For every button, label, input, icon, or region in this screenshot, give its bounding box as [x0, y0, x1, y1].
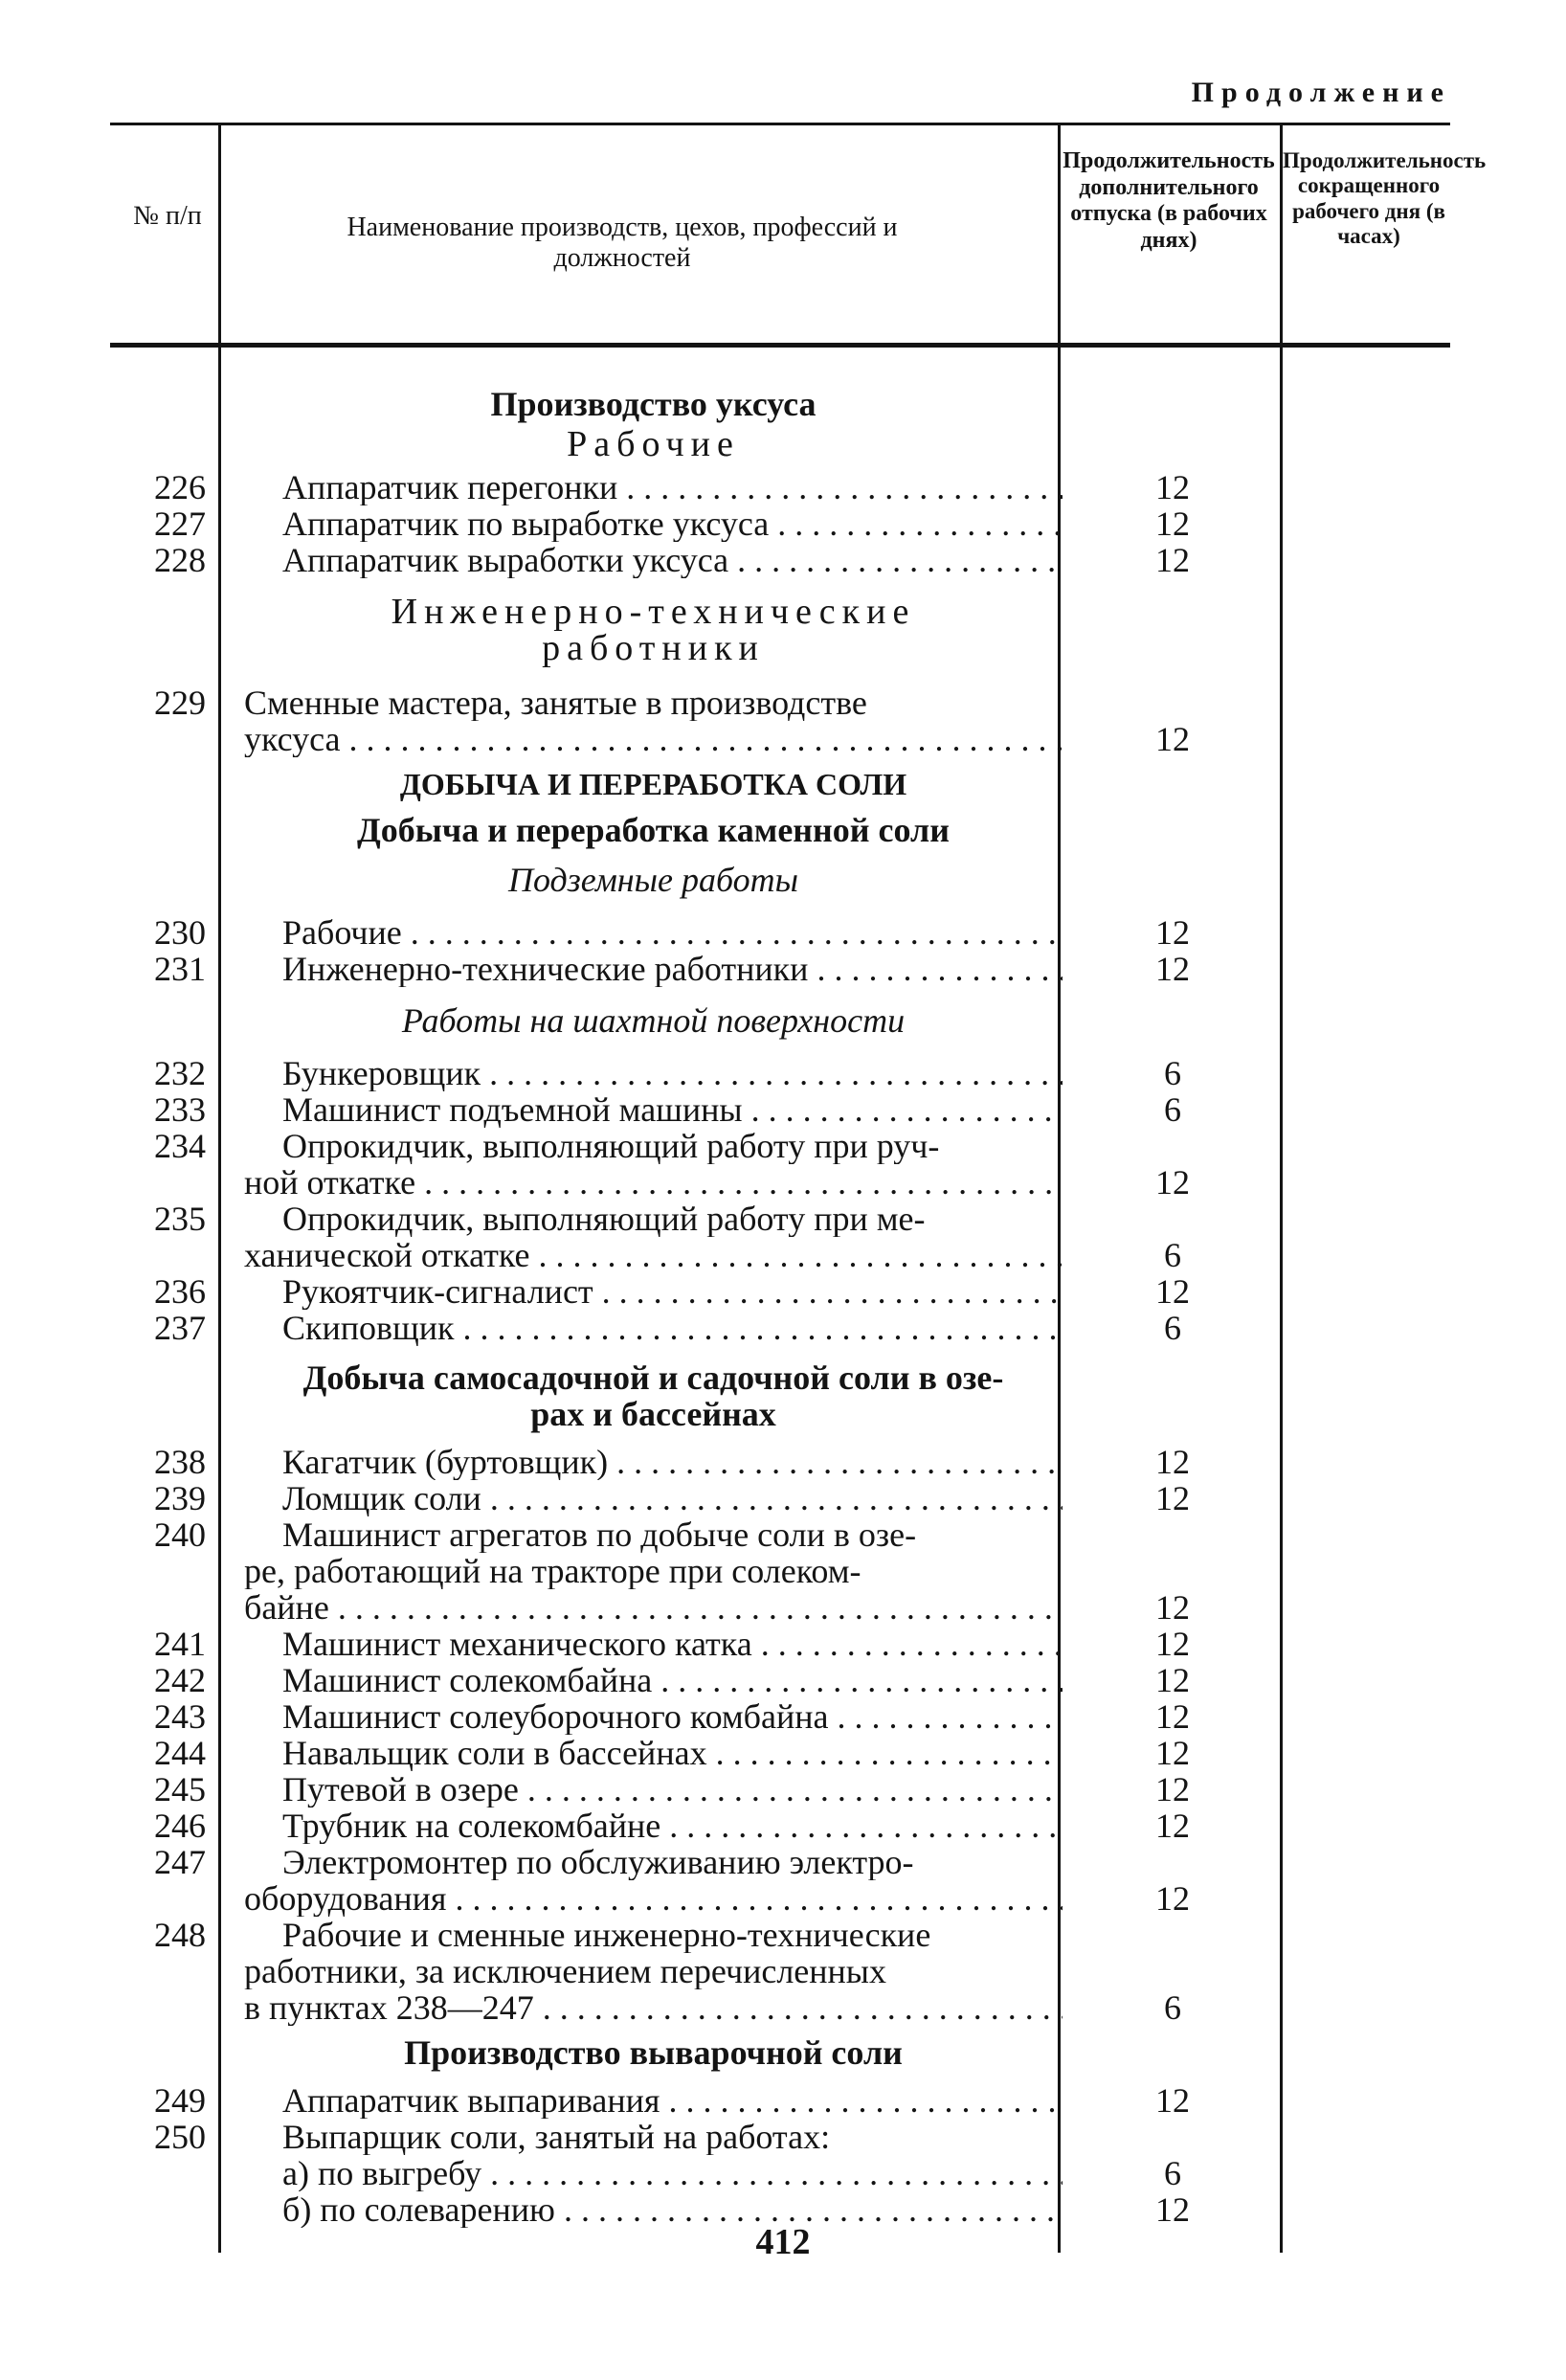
- row-days: 12: [1155, 1770, 1190, 1808]
- section-vinegar: Производство уксуса: [490, 385, 817, 423]
- row-days: 12: [1155, 541, 1190, 579]
- row-name: Трубник на солекомбайне . . .: [282, 1807, 1063, 1844]
- row-number: 248: [154, 1916, 206, 1954]
- row-number: 233: [154, 1090, 206, 1129]
- row-number: 229: [154, 684, 206, 722]
- subsection-lake-salt-cont: рах и бассейнах: [530, 1395, 776, 1433]
- row-name: Аппаратчик выработки уксуса . . .: [282, 542, 1063, 578]
- subsection-underground: Подземные работы: [507, 861, 799, 899]
- row-days: 12: [1155, 950, 1190, 988]
- row-days: 6: [1164, 2154, 1181, 2192]
- subsection-evaporated-salt: Производство выварочной соли: [404, 2033, 903, 2072]
- row-number: 238: [154, 1443, 206, 1481]
- row-days: 12: [1155, 720, 1190, 758]
- column-divider-1: [218, 123, 221, 2253]
- row-days: 12: [1155, 1697, 1190, 1736]
- header-vacation-duration: Продолжительность дополнительного отпуска (в рабочих днях): [1063, 148, 1275, 253]
- row-name-cont: работники, за исключением перечисленных: [244, 1953, 886, 1989]
- row-name: Бункеровщик . . .: [282, 1055, 1063, 1091]
- row-days: 12: [1155, 1879, 1190, 1918]
- subsection-surface: Работы на шахтной поверхности: [401, 1001, 906, 1040]
- continuation-label: Продолжение: [1191, 77, 1451, 108]
- row-number: 231: [154, 950, 206, 988]
- row-name: Аппаратчик по выработке уксуса . . .: [282, 505, 1063, 542]
- row-number: 230: [154, 913, 206, 952]
- row-days: 12: [1155, 468, 1190, 506]
- row-name: Ломщик соли . . .: [282, 1480, 1063, 1516]
- row-days: 12: [1155, 1807, 1190, 1845]
- row-number: 250: [154, 2118, 206, 2156]
- row-name: Рабочие . . .: [282, 914, 1063, 951]
- row-name: Сменные мастера, занятые в производстве: [244, 685, 867, 721]
- row-name: Скиповщик . . .: [282, 1310, 1063, 1346]
- row-days: 12: [1155, 1625, 1190, 1663]
- row-number: 246: [154, 1807, 206, 1845]
- row-name-cont: байне . . .: [244, 1589, 1063, 1626]
- header-short-day: Продолжительность сокращенного рабочего дня (в часах): [1283, 148, 1487, 249]
- row-number: 228: [154, 541, 206, 579]
- row-days: 12: [1155, 1479, 1190, 1517]
- row-days: 6: [1164, 1988, 1181, 2027]
- row-name: Инженерно-технические работники . . .: [282, 951, 1063, 987]
- row-days: 6: [1164, 1236, 1181, 1274]
- row-days: 12: [1155, 1661, 1190, 1699]
- header-number: № п/п: [133, 201, 202, 231]
- row-name: Опрокидчик, выполняющий работу при руч-: [282, 1128, 940, 1164]
- row-name: Машинист солеуборочного комбайна . . .: [282, 1698, 1063, 1735]
- row-name: Выпарщик соли, занятый на работах:: [282, 2119, 831, 2155]
- row-name: Аппаратчик выпаривания . . .: [282, 2082, 1063, 2119]
- subsection-lake-salt: Добыча самосадочной и садочной соли в озе-: [302, 1358, 1004, 1397]
- row-number: 241: [154, 1625, 206, 1663]
- row-days: 12: [1155, 1443, 1190, 1481]
- row-days: 12: [1155, 2190, 1190, 2229]
- row-name: Опрокидчик, выполняющий работу при ме-: [282, 1201, 926, 1237]
- row-days: 6: [1164, 1054, 1181, 1092]
- row-subitem: а) по выгребу . . .: [282, 2155, 1063, 2191]
- row-days: 12: [1155, 2081, 1190, 2120]
- row-name: Машинист солекомбайна . . .: [282, 1662, 1063, 1698]
- row-days: 6: [1164, 1090, 1181, 1129]
- row-number: 243: [154, 1697, 206, 1736]
- row-number: 236: [154, 1272, 206, 1311]
- row-number: 232: [154, 1054, 206, 1092]
- row-name: Машинист агрегатов по добыче соли в озе-: [282, 1516, 917, 1553]
- row-name: Навальщик соли в бассейнах . . .: [282, 1735, 1063, 1771]
- row-name-cont: уксуса . . .: [244, 721, 1063, 757]
- row-name-cont: ре, работающий на тракторе при солеком-: [244, 1553, 861, 1589]
- row-number: 247: [154, 1843, 206, 1881]
- row-name-cont: оборудования . . .: [244, 1880, 1063, 1917]
- row-name: Машинист механического катка . . .: [282, 1626, 1063, 1662]
- row-days: 12: [1155, 1272, 1190, 1311]
- row-number: 234: [154, 1127, 206, 1165]
- row-days: 12: [1155, 505, 1190, 543]
- row-days: 6: [1164, 1309, 1181, 1347]
- row-number: 240: [154, 1516, 206, 1554]
- row-number: 249: [154, 2081, 206, 2120]
- row-name: Путевой в озере . . .: [282, 1771, 1063, 1807]
- section-salt: ДОБЫЧА И ПЕРЕРАБОТКА СОЛИ: [399, 767, 907, 801]
- row-number: 235: [154, 1200, 206, 1238]
- page-number: 412: [755, 2222, 811, 2262]
- subsection-itr: Инженерно-технические: [391, 592, 916, 632]
- row-name: Машинист подъемной машины . . .: [282, 1091, 1063, 1128]
- row-number: 237: [154, 1309, 206, 1347]
- header-name: Наименование производств, цехов, профессий и должностей: [347, 213, 898, 274]
- row-name: Электромонтер по обслуживанию электро-: [282, 1844, 914, 1880]
- row-subitem: б) по солеварению . . .: [282, 2191, 1063, 2228]
- row-name: Рукоятчик-сигналист . . .: [282, 1273, 1063, 1310]
- row-name-cont: ной откатке . . .: [244, 1164, 1063, 1201]
- row-number: 227: [154, 505, 206, 543]
- column-divider-3: [1280, 123, 1283, 2253]
- table-top-rule: [110, 123, 1450, 125]
- row-days: 12: [1155, 1588, 1190, 1627]
- subsection-rock-salt: Добыча и переработка каменной соли: [357, 811, 950, 849]
- row-number: 244: [154, 1734, 206, 1772]
- row-name: Аппаратчик перегонки . . .: [282, 469, 1063, 505]
- row-number: 242: [154, 1661, 206, 1699]
- row-days: 12: [1155, 1734, 1190, 1772]
- row-number: 226: [154, 468, 206, 506]
- header-bottom-rule: [110, 343, 1450, 348]
- row-days: 12: [1155, 1163, 1190, 1201]
- subsection-itr-cont: работники: [542, 628, 765, 668]
- row-name: Кагатчик (буртовщик) . . .: [282, 1444, 1063, 1480]
- row-days: 12: [1155, 913, 1190, 952]
- row-name-cont: в пунктах 238—247 . . .: [244, 1989, 1063, 2026]
- row-number: 245: [154, 1770, 206, 1808]
- row-number: 239: [154, 1479, 206, 1517]
- row-name: Рабочие и сменные инженерно-технические: [282, 1917, 931, 1953]
- row-name-cont: ханической откатке . . .: [244, 1237, 1063, 1273]
- subsection-workers: Рабочие: [567, 424, 740, 464]
